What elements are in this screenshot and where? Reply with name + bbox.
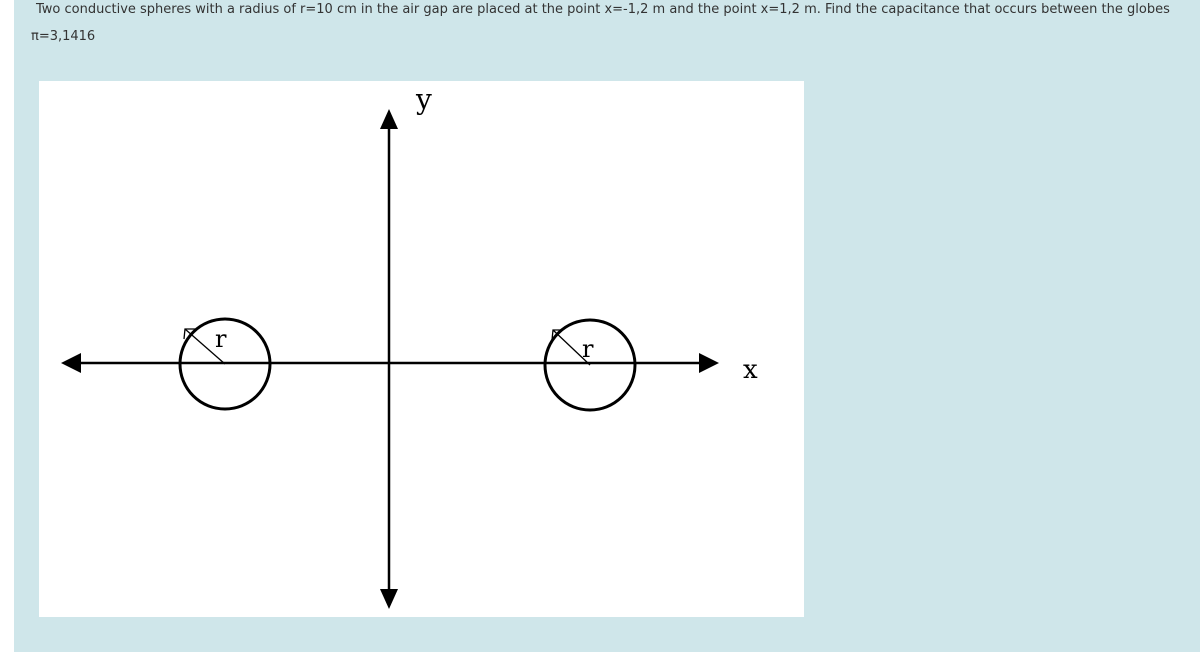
question-text: Two conductive spheres with a radius of r=10 cm in the air gap are placed at the point x=-1,2 m and the point x=1,2 m. Find the capacitance that occurs between the globes [36,2,1170,17]
left-sphere-radius-label: r [215,325,227,353]
x-axis-label: x [743,355,758,385]
y-axis-top-arrow [380,109,398,129]
pi-value: π=3,1416 [31,29,96,44]
y-axis-label: y [416,83,432,116]
diagram-svg [39,81,804,617]
x-axis-right-arrow [699,353,719,373]
x-axis-left-arrow [61,353,81,373]
right-sphere-radius-label: r [582,335,594,363]
y-axis-bottom-arrow [380,589,398,609]
diagram-figure [39,81,804,617]
question-panel [14,0,1200,652]
